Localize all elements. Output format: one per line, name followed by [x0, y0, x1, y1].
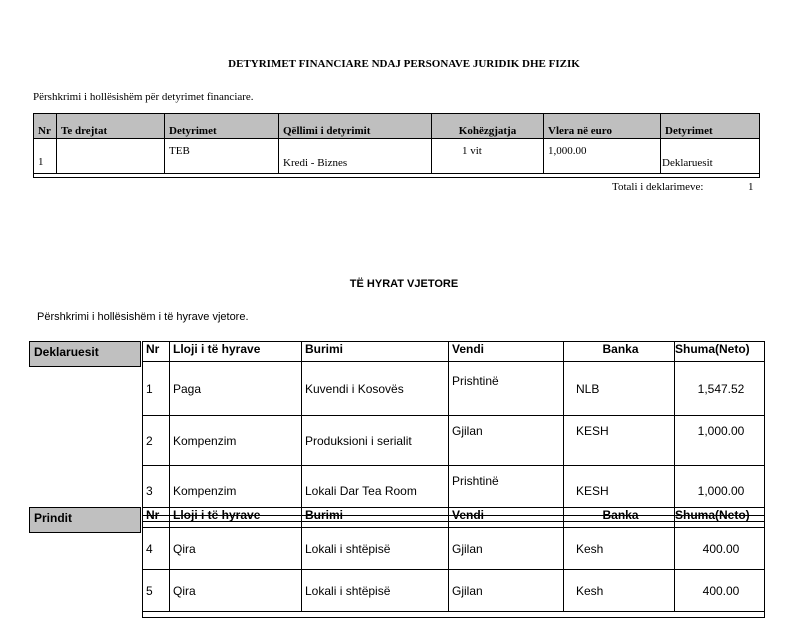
- column-header: Banka: [564, 342, 675, 362]
- annual-income-description: Përshkrimi i hollësishëm i të hyrave vjetore.: [37, 311, 249, 323]
- cell-lloji: Qira: [170, 528, 302, 570]
- cell-nr: 4: [143, 528, 170, 570]
- column-header: Shuma(Neto): [675, 342, 765, 362]
- column-header: Kohëzgjatja: [432, 114, 544, 139]
- table-header-row: [34, 114, 760, 139]
- financial-obligations-table: [33, 113, 760, 178]
- column-header: Shuma(Neto): [675, 508, 765, 528]
- column-header: Nr: [143, 508, 170, 528]
- cell-shuma: 400.00: [675, 528, 765, 570]
- group-label-prindit: Prindit: [29, 507, 141, 533]
- cell-nr: 1: [34, 139, 57, 174]
- cell-banka: KESH: [564, 416, 675, 466]
- column-header: Vendi: [449, 342, 564, 362]
- table-row: [143, 416, 765, 466]
- cell-shuma: 1,000.00: [675, 416, 765, 466]
- column-header: Vendi: [449, 508, 564, 528]
- cell-banka: Kesh: [564, 570, 675, 612]
- cell-detyrimet2: Deklaruesit: [661, 139, 760, 174]
- financial-obligations-title: DETYRIMET FINANCIARE NDAJ PERSONAVE JURIDIK DHE FIZIK: [228, 58, 580, 70]
- cell-nr: 3: [143, 466, 170, 516]
- table-row: [34, 139, 760, 174]
- column-header: Vlera në euro: [544, 114, 661, 139]
- table-header-row: [143, 342, 765, 362]
- cell-banka: KESH: [564, 466, 675, 516]
- table-footer-line: [34, 174, 760, 178]
- cell-burimi: Lokali i shtëpisë: [302, 570, 449, 612]
- income-table-deklaruesit: [142, 341, 765, 522]
- table-header-row: [143, 508, 765, 528]
- cell-vlera: 1,000.00: [544, 139, 661, 174]
- cell-lloji: Qira: [170, 570, 302, 612]
- cell-lloji: Kompenzim: [170, 466, 302, 516]
- cell-vendi: Gjilan: [449, 570, 564, 612]
- cell-burimi: Lokali Dar Tea Room: [302, 466, 449, 516]
- cell-shuma: 1,000.00: [675, 466, 765, 516]
- cell-vendi: Prishtinë: [449, 466, 564, 516]
- cell-qellimi: Kredi - Biznes: [279, 139, 432, 174]
- column-header: Qëllimi i detyrimit: [279, 114, 432, 139]
- cell-te-drejtat: [57, 139, 165, 174]
- cell-banka: NLB: [564, 362, 675, 416]
- cell-burimi: Produksioni i serialit: [302, 416, 449, 466]
- column-header: Nr: [143, 342, 170, 362]
- column-header: Lloji i të hyrave: [170, 508, 302, 528]
- cell-shuma: 400.00: [675, 570, 765, 612]
- cell-burimi: Lokali i shtëpisë: [302, 528, 449, 570]
- table-row: [143, 528, 765, 570]
- cell-lloji: Paga: [170, 362, 302, 416]
- column-header: Nr: [34, 114, 57, 139]
- column-header: Te drejtat: [57, 114, 165, 139]
- cell-nr: 2: [143, 416, 170, 466]
- cell-nr: 1: [143, 362, 170, 416]
- cell-vendi: Prishtinë: [449, 362, 564, 416]
- cell-vendi: Gjilan: [449, 416, 564, 466]
- cell-banka: Kesh: [564, 528, 675, 570]
- column-header: Detyrimet: [165, 114, 279, 139]
- annual-income-title: TË HYRAT VJETORE: [349, 278, 459, 290]
- table-row: [143, 570, 765, 612]
- financial-obligations-description: Përshkrimi i hollësishëm për detyrimet financiare.: [33, 91, 254, 103]
- total-value: 1: [748, 181, 754, 193]
- column-header: Detyrimet: [661, 114, 760, 139]
- cell-burimi: Kuvendi i Kosovës: [302, 362, 449, 416]
- total-label: Totali i deklarimeve:: [612, 181, 704, 193]
- cell-shuma: 1,547.52: [675, 362, 765, 416]
- table-row: [143, 362, 765, 416]
- column-header: Lloji i të hyrave: [170, 342, 302, 362]
- income-table-prindit: [142, 507, 765, 618]
- cell-vendi: Gjilan: [449, 528, 564, 570]
- cell-kohezgjatja: 1 vit: [432, 139, 544, 174]
- group-label-deklaruesit: Deklaruesit: [29, 341, 141, 367]
- column-header: Burimi: [302, 342, 449, 362]
- cell-lloji: Kompenzim: [170, 416, 302, 466]
- column-header: Banka: [564, 508, 675, 528]
- cell-detyrimet: TEB: [165, 139, 279, 174]
- table-footer-line: [143, 612, 765, 618]
- column-header: Burimi: [302, 508, 449, 528]
- cell-nr: 5: [143, 570, 170, 612]
